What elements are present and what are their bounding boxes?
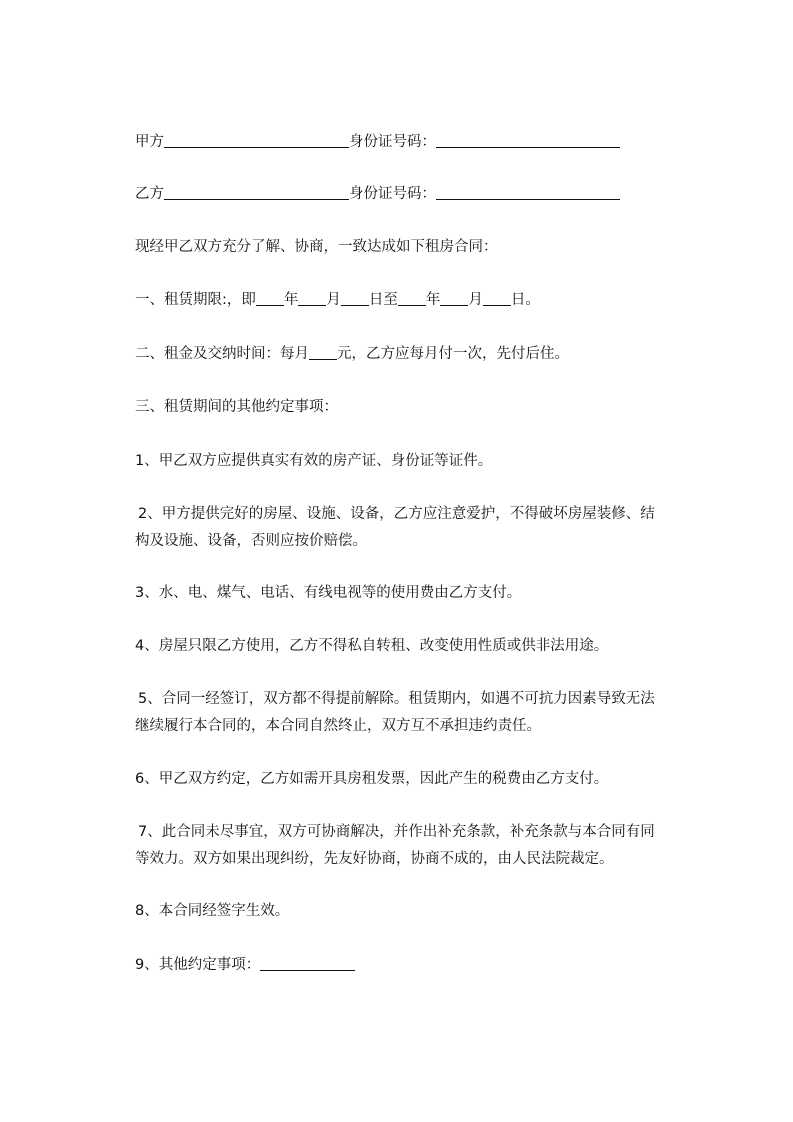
clause-9-label: 9、其他约定事项： [135,957,261,973]
clause-1: 1、甲乙双方应提供真实有效的房产证、身份证等证件。 [135,453,493,469]
party-b-line [135,180,715,208]
section-3-heading: 三、租赁期间的其他约定事项： [135,399,338,415]
clause-2-line-1: 2、甲方提供完好的房屋、设施、设备，乙方应注意爱护，不得破坏房屋装修、结 [138,506,655,522]
start-month-label: 月 [326,292,341,308]
party-a-id-blank[interactable] [436,131,620,148]
clause-8: 8、本合同经签字生效。 [135,903,290,919]
party-b-id-blank[interactable] [436,183,620,200]
rent-suffix: 元，乙方应每月付一次，先付后住。 [337,346,569,362]
rent-line [135,340,715,368]
start-day-label: 日至 [368,292,398,308]
intro-text: 现经甲乙双方充分了解、协商，一致达成如下租房合同： [135,239,498,255]
lease-term-prefix: 一、租赁期限:，即 [135,292,256,308]
clause-7-line-2: 等效力。双方如果出现纠纷，先友好协商，协商不成的，由人民法院裁定。 [135,851,614,867]
end-year-blank[interactable] [398,289,426,306]
party-a-label: 甲方 [135,134,164,150]
rent-amount-blank[interactable] [309,343,337,360]
end-month-label: 月 [468,292,483,308]
start-year-blank[interactable] [256,289,284,306]
clause-6: 6、甲乙双方约定，乙方如需开具房租发票，因此产生的税费由乙方支付。 [135,771,609,787]
rent-prefix: 二、租金及交纳时间：每月 [135,346,309,362]
party-b-label: 乙方 [135,186,164,202]
lease-term-line [135,286,715,314]
start-month-blank[interactable] [298,289,326,306]
end-year-label: 年 [425,292,441,308]
party-a-line [135,128,715,156]
party-b-name-blank[interactable] [164,183,349,200]
clause-3: 3、水、电、煤气、电话、有线电视等的使用费由乙方支付。 [135,585,522,601]
clause-9-line [135,951,715,979]
start-day-blank[interactable] [341,289,369,306]
clause-2-line-2: 构及设施、设备，否则应按价赔偿。 [135,533,367,549]
clause-4: 4、房屋只限乙方使用，乙方不得私自转租、改变使用性质或供非法用途。 [135,638,609,654]
end-day-label: 日。 [510,292,540,308]
clause-5-line-2: 继续履行本合同的，本合同自然终止，双方互不承担违约责任。 [135,718,541,734]
other-terms-blank[interactable] [260,954,355,971]
party-a-id-label: 身份证号码： [349,134,436,150]
end-day-blank[interactable] [483,289,511,306]
start-year-label: 年 [283,292,299,308]
party-a-name-blank[interactable] [164,131,349,148]
end-month-blank[interactable] [440,289,468,306]
party-b-id-label: 身份证号码： [349,186,436,202]
clause-5-line-1: 5、合同一经签订，双方都不得提前解除。租赁期内，如遇不可抗力因素导致无法 [138,691,655,707]
clause-7-line-1: 7、此合同未尽事宜，双方可协商解决，并作出补充条款，补充条款与本合同有同 [138,824,655,840]
